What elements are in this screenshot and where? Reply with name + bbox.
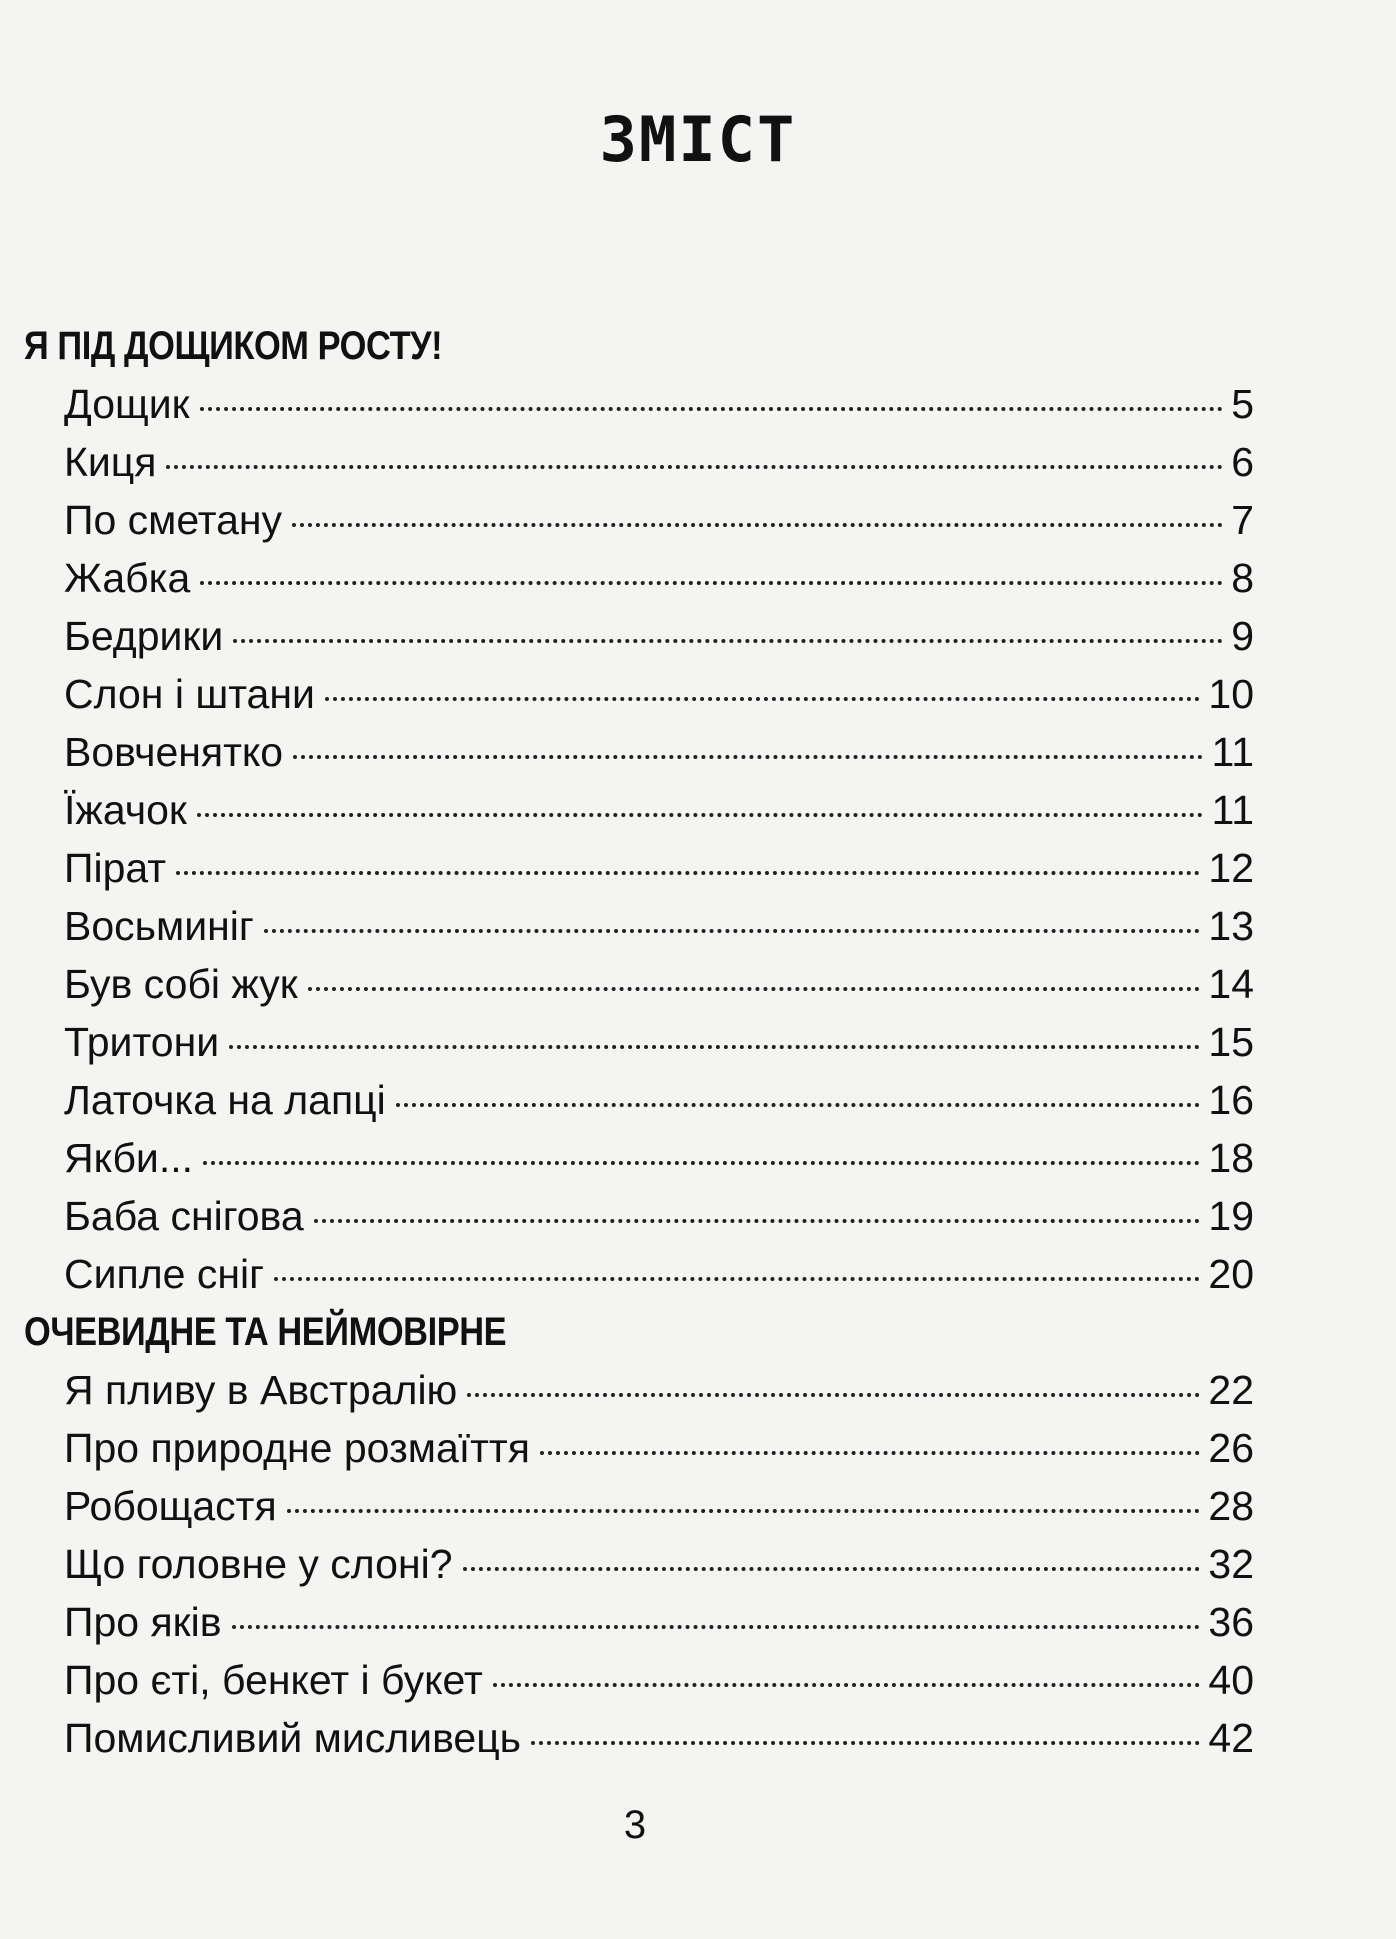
entry-page-number: 16 (1208, 1077, 1254, 1123)
entry-page-number: 18 (1208, 1135, 1254, 1181)
page-title: ЗМІСТ (599, 103, 797, 176)
toc-entry (64, 1535, 1254, 1593)
dot-leader (292, 523, 1223, 527)
toc-entry (64, 839, 1254, 897)
dot-leader (200, 407, 1224, 411)
page-number: 3 (623, 1803, 647, 1847)
entry-title: Восьминіг (64, 903, 254, 949)
entry-title: Про природне розмаїття (64, 1425, 530, 1471)
toc-entry (64, 781, 1254, 839)
toc-entry (64, 375, 1254, 433)
dot-leader (463, 1567, 1201, 1571)
entry-page-number: 11 (1211, 787, 1254, 833)
entry-page-number: 8 (1231, 555, 1254, 601)
entry-title: Бедрики (64, 613, 224, 659)
entry-page-number: 20 (1208, 1251, 1254, 1297)
entry-page-number: 22 (1208, 1367, 1254, 1413)
dot-leader (233, 639, 1223, 643)
toc-entry (64, 955, 1254, 1013)
entry-page-number: 11 (1211, 729, 1254, 775)
entry-title: Жабка (64, 555, 191, 601)
entry-title: Робощастя (64, 1483, 277, 1529)
entry-page-number: 9 (1231, 613, 1254, 659)
entry-page-number: 26 (1208, 1425, 1254, 1471)
entry-title: Їжачок (64, 787, 187, 833)
toc-entry (64, 1419, 1254, 1477)
entry-page-number: 42 (1208, 1715, 1254, 1761)
entry-page-number: 36 (1208, 1599, 1254, 1645)
dot-leader (396, 1103, 1201, 1107)
entry-title: Киця (64, 439, 157, 485)
dot-leader (197, 813, 1204, 817)
dot-leader (493, 1683, 1201, 1687)
entry-page-number: 5 (1231, 381, 1254, 427)
dot-leader (203, 1161, 1200, 1165)
entry-title: Вовченятко (64, 729, 284, 775)
toc-entry (64, 549, 1254, 607)
entry-title: Пірат (64, 845, 167, 891)
entry-title: Латочка на лапці (64, 1077, 386, 1123)
entry-page-number: 40 (1208, 1657, 1254, 1703)
entry-title: Тритони (64, 1019, 220, 1065)
entry-page-number: 12 (1208, 845, 1254, 891)
section-heading: ОЧЕВИДНЕ ТА НЕЙМОВІРНЕ (24, 1310, 507, 1354)
toc-entry (64, 1071, 1254, 1129)
entry-page-number: 19 (1208, 1193, 1254, 1239)
entry-page-number: 13 (1208, 903, 1254, 949)
table-of-contents (24, 317, 1254, 1767)
toc-entry (64, 491, 1254, 549)
toc-entry (64, 1477, 1254, 1535)
dot-leader (274, 1277, 1200, 1281)
dot-leader (166, 465, 1223, 469)
toc-entry (64, 1651, 1254, 1709)
dot-leader (467, 1393, 1200, 1397)
dot-leader (308, 987, 1201, 991)
entry-title: Сипле сніг (64, 1251, 265, 1297)
entry-title: Баба снігова (64, 1193, 304, 1239)
entry-title: Помисливий мисливець (64, 1715, 522, 1761)
dot-leader (200, 581, 1223, 585)
toc-entry (64, 607, 1254, 665)
entry-page-number: 28 (1208, 1483, 1254, 1529)
entry-page-number: 15 (1208, 1019, 1254, 1065)
toc-entry (64, 897, 1254, 955)
entry-title: Дощик (64, 381, 190, 427)
dot-leader (293, 755, 1203, 759)
entry-title: Я пливу в Австралію (64, 1367, 458, 1413)
toc-entry (64, 1187, 1254, 1245)
toc-entry (64, 1245, 1254, 1303)
dot-leader (314, 1219, 1201, 1223)
toc-entry (64, 1129, 1254, 1187)
entry-title: Про єті, бенкет і букет (64, 1657, 483, 1703)
toc-entry (64, 1593, 1254, 1651)
toc-entry (64, 1013, 1254, 1071)
dot-leader (229, 1045, 1200, 1049)
dot-leader (176, 871, 1200, 875)
entry-title: Якби... (64, 1135, 194, 1181)
dot-leader (325, 697, 1201, 701)
section-heading: Я ПІД ДОЩИКОМ РОСТУ! (24, 324, 443, 368)
toc-entry (64, 1709, 1254, 1767)
toc-entry (64, 1361, 1254, 1419)
toc-entry (64, 723, 1254, 781)
entry-title: Був собі жук (64, 961, 298, 1007)
entry-title: Що головне у слоні? (64, 1541, 453, 1587)
dot-leader (540, 1451, 1200, 1455)
entry-title: Слон і штани (64, 671, 315, 717)
dot-leader (264, 929, 1201, 933)
dot-leader (232, 1625, 1201, 1629)
entry-page-number: 10 (1208, 671, 1254, 717)
toc-entry (64, 665, 1254, 723)
entry-page-number: 14 (1208, 961, 1254, 1007)
dot-leader (531, 1741, 1200, 1745)
entry-page-number: 7 (1231, 497, 1254, 543)
entry-page-number: 32 (1208, 1541, 1254, 1587)
toc-entry (64, 433, 1254, 491)
entry-title: Про яків (64, 1599, 222, 1645)
dot-leader (287, 1509, 1201, 1513)
entry-title: По сметану (64, 497, 283, 543)
entry-page-number: 6 (1231, 439, 1254, 485)
